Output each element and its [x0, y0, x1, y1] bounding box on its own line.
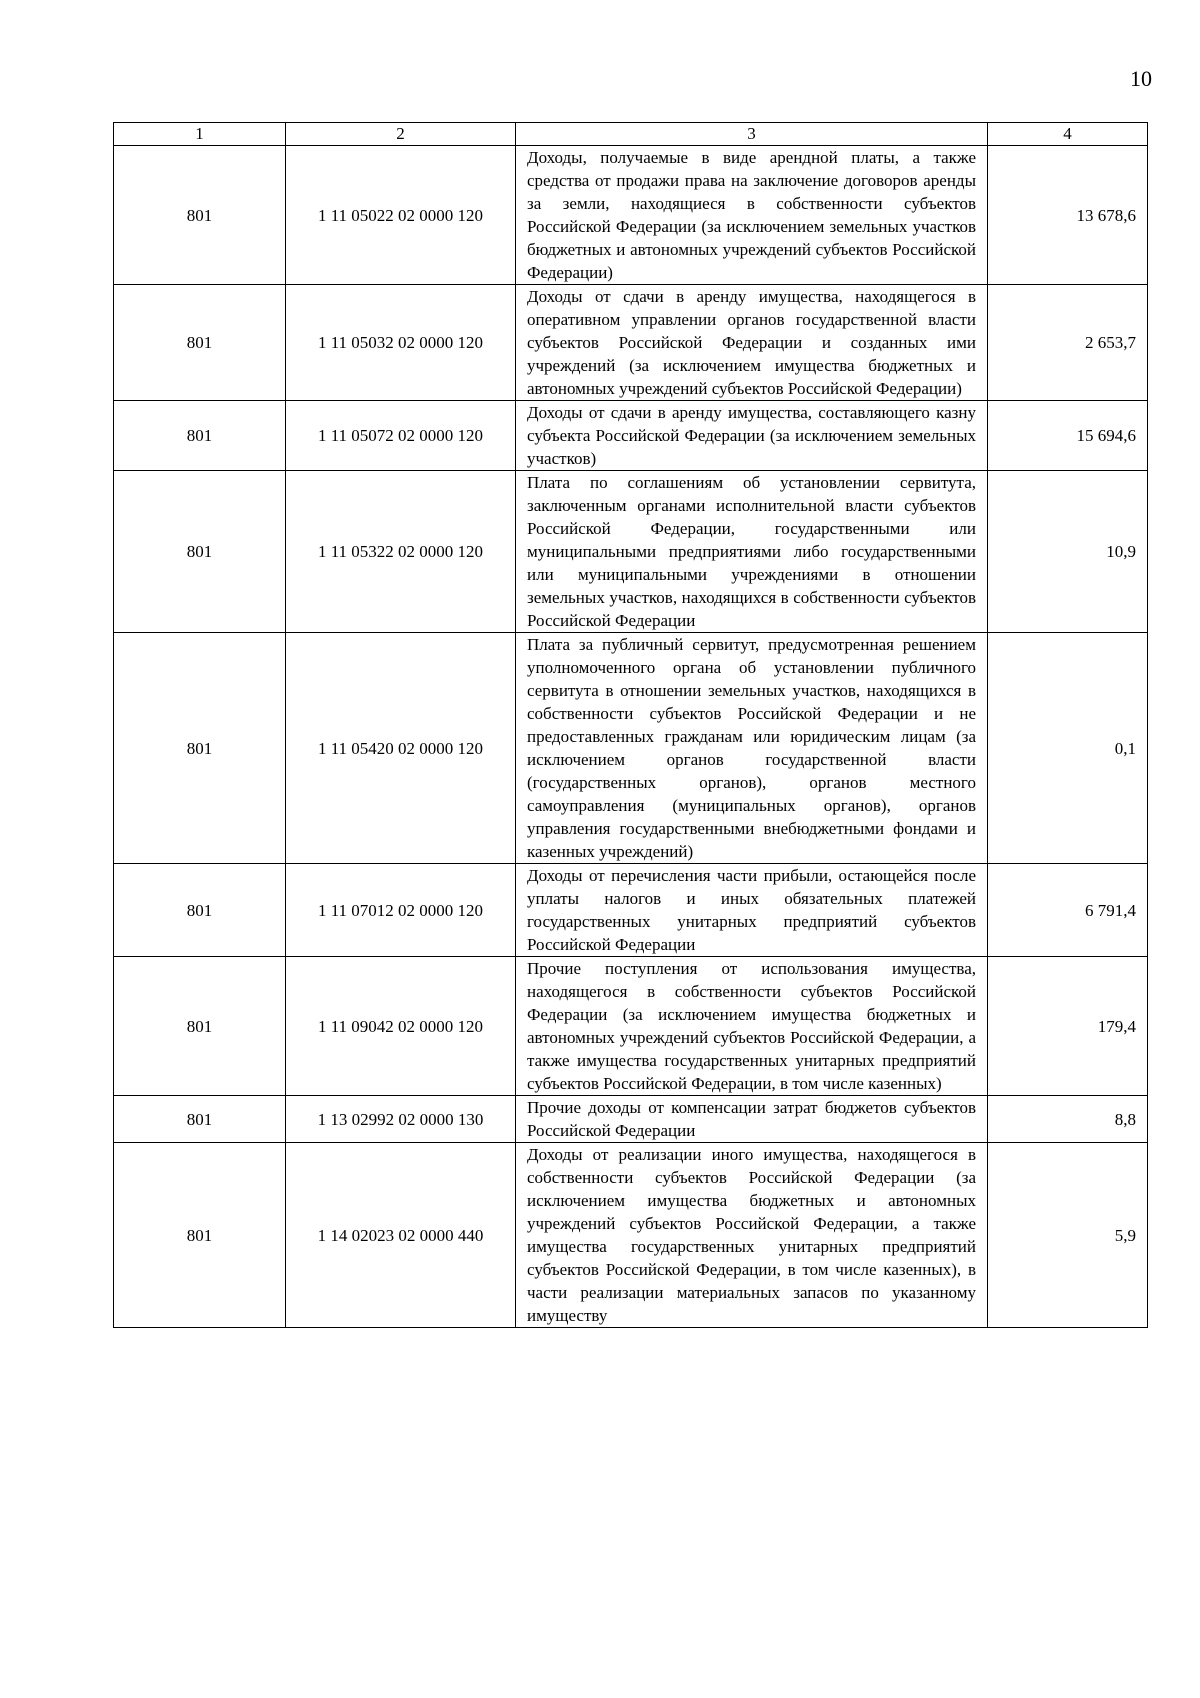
header-col-2: 2 [286, 123, 516, 146]
admin-code-cell: 801 [114, 633, 286, 864]
description-cell: Доходы от реализации иного имущества, находящегося в собственности субъектов Российской Федерации (за исключением имущества бюджетных и автономных учреждений субъектов Российской Федерации, а также имущества государственных унитарных предприятий субъектов Российской Федерации, в том числе казенных), в части реализации материальных запасов по указанному имуществу [516, 1143, 988, 1328]
description-cell: Прочие поступления от использования имущества, находящегося в собственности субъектов Российской Федерации (за исключением имущества бюджетных и автономных учреждений субъектов Российской Федерации, а также имущества государственных унитарных предприятий субъектов Российской Федерации, в том числе казенных) [516, 957, 988, 1096]
amount-cell: 6 791,4 [988, 864, 1148, 957]
admin-code-cell: 801 [114, 864, 286, 957]
amount-cell: 179,4 [988, 957, 1148, 1096]
amount-cell: 13 678,6 [988, 146, 1148, 285]
amount-cell: 10,9 [988, 471, 1148, 633]
kbk-code-cell: 1 11 05072 02 0000 120 [286, 401, 516, 471]
description-cell: Доходы от сдачи в аренду имущества, составляющего казну субъекта Российской Федерации (за исключением земельных участков) [516, 401, 988, 471]
amount-cell: 2 653,7 [988, 285, 1148, 401]
table-row [114, 633, 1148, 864]
table-row [114, 864, 1148, 957]
amount-cell: 5,9 [988, 1143, 1148, 1328]
kbk-code-cell: 1 11 05032 02 0000 120 [286, 285, 516, 401]
kbk-code-cell: 1 11 05022 02 0000 120 [286, 146, 516, 285]
admin-code-cell: 801 [114, 146, 286, 285]
table-body [114, 146, 1148, 1328]
admin-code-cell: 801 [114, 1096, 286, 1143]
kbk-code-cell: 1 11 05322 02 0000 120 [286, 471, 516, 633]
revenue-table [113, 122, 1148, 1328]
description-cell: Доходы, получаемые в виде арендной платы, а также средства от продажи права на заключение договоров аренды за земли, находящиеся в собственности субъектов Российской Федерации (за исключением земельных участков бюджетных и автономных учреждений субъектов Российской Федерации) [516, 146, 988, 285]
kbk-code-cell: 1 11 07012 02 0000 120 [286, 864, 516, 957]
table-header [114, 123, 1148, 146]
admin-code-cell: 801 [114, 1143, 286, 1328]
admin-code-cell: 801 [114, 285, 286, 401]
admin-code-cell: 801 [114, 957, 286, 1096]
header-col-3: 3 [516, 123, 988, 146]
header-col-1: 1 [114, 123, 286, 146]
table-row [114, 1096, 1148, 1143]
kbk-code-cell: 1 14 02023 02 0000 440 [286, 1143, 516, 1328]
table-row [114, 146, 1148, 285]
description-cell: Доходы от сдачи в аренду имущества, находящегося в оперативном управлении органов государственной власти субъектов Российской Федерации и созданных ими учреждений (за исключением имущества бюджетных и автономных учреждений субъектов Российской Федерации) [516, 285, 988, 401]
table-row [114, 1143, 1148, 1328]
table-row [114, 471, 1148, 633]
amount-cell: 0,1 [988, 633, 1148, 864]
table-row [114, 285, 1148, 401]
admin-code-cell: 801 [114, 401, 286, 471]
page-number: 10 [1130, 66, 1152, 91]
header-row [114, 123, 1148, 146]
kbk-code-cell: 1 11 09042 02 0000 120 [286, 957, 516, 1096]
table-row [114, 957, 1148, 1096]
header-col-4: 4 [988, 123, 1148, 146]
description-cell: Прочие доходы от компенсации затрат бюджетов субъектов Российской Федерации [516, 1096, 988, 1143]
kbk-code-cell: 1 11 05420 02 0000 120 [286, 633, 516, 864]
kbk-code-cell: 1 13 02992 02 0000 130 [286, 1096, 516, 1143]
description-cell: Доходы от перечисления части прибыли, остающейся после уплаты налогов и иных обязательных платежей государственных унитарных предприятий субъектов Российской Федерации [516, 864, 988, 957]
amount-cell: 8,8 [988, 1096, 1148, 1143]
admin-code-cell: 801 [114, 471, 286, 633]
amount-cell: 15 694,6 [988, 401, 1148, 471]
description-cell: Плата по соглашениям об установлении сервитута, заключенным органами исполнительной власти субъектов Российской Федерации, государственными или муниципальными предприятиями либо государственными или муниципальными учреждениями в отношении земельных участков, находящихся в собственности субъектов Российской Федерации [516, 471, 988, 633]
description-cell: Плата за публичный сервитут, предусмотренная решением уполномоченного органа об установлении публичного сервитута в отношении земельных участков, находящихся в собственности субъектов Российской Федерации и не предоставленных гражданам или юридическим лицам (за исключением органов государственной власти (государственных органов), органов местного самоуправления (муниципальных органов), органов управления государственными внебюджетными фондами и казенных учреждений) [516, 633, 988, 864]
table-row [114, 401, 1148, 471]
